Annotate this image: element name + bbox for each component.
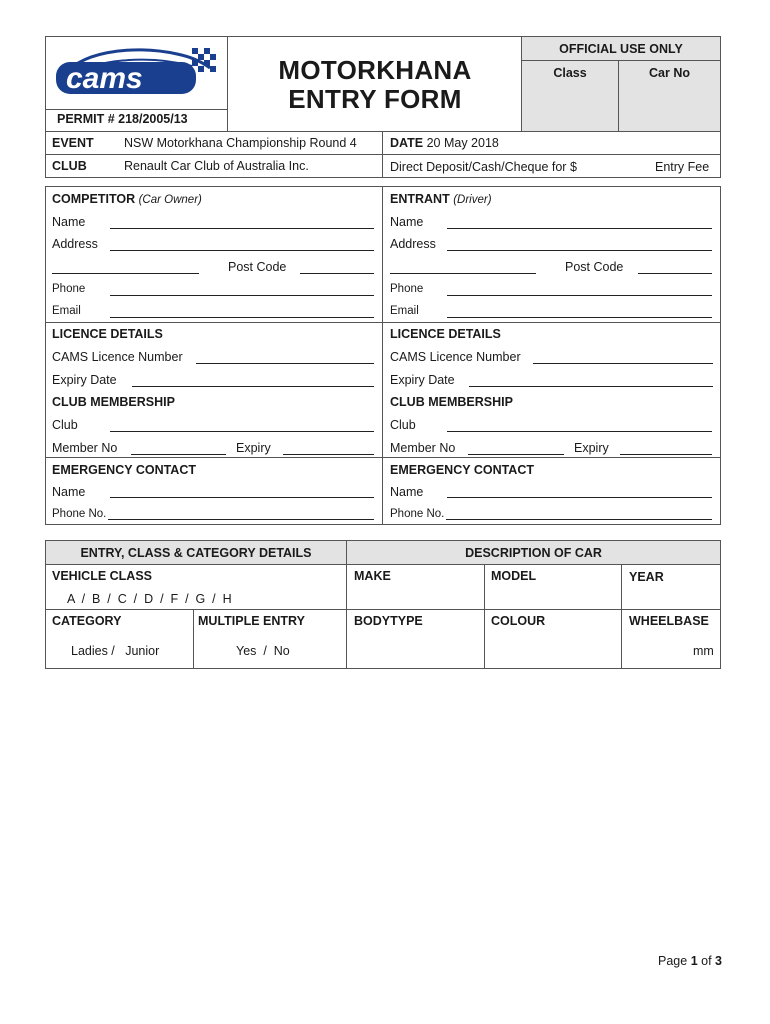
competitor-member-no-field[interactable]: [131, 454, 226, 455]
bodytype-label: BODYTYPE: [354, 614, 423, 628]
entrant-address-label: Address: [390, 237, 436, 251]
entrant-emergency-phone-label: Phone No.: [390, 508, 445, 520]
competitor-emergency-name-label: Name: [52, 485, 86, 499]
competitor-expiry-field[interactable]: [283, 454, 374, 455]
competitor-phone-field[interactable]: [110, 295, 374, 296]
entrant-expiry-field[interactable]: [620, 454, 712, 455]
wheelbase-label: WHEELBASE: [629, 614, 709, 628]
entrant-licence-number-field[interactable]: [533, 363, 713, 364]
make-label: MAKE: [354, 569, 391, 583]
entrant-emergency-heading: EMERGENCY CONTACT: [390, 463, 534, 477]
entrant-emergency-name-label: Name: [390, 485, 424, 499]
entrant-address-line2-field[interactable]: [390, 273, 536, 274]
competitor-emergency-phone-label: Phone No.: [52, 508, 107, 520]
entry-details-heading: ENTRY, CLASS & CATEGORY DETAILS: [80, 546, 312, 560]
competitor-club-heading: CLUB MEMBERSHIP: [52, 395, 175, 409]
competitor-name-label: Name: [52, 215, 86, 229]
competitor-name-field[interactable]: [110, 228, 374, 229]
entrant-heading: ENTRANT (Driver): [390, 192, 492, 206]
entrant-postcode-field[interactable]: [638, 273, 712, 274]
date-value: 20 May 2018: [426, 136, 499, 150]
competitor-postcode-field[interactable]: [300, 273, 374, 274]
cams-logo: [52, 40, 217, 102]
competitor-licence-heading: LICENCE DETAILS: [52, 327, 163, 341]
entrant-club-field[interactable]: [447, 431, 712, 432]
entry-fee-label: Entry Fee: [655, 160, 710, 174]
entrant-expiry-label: Expiry: [574, 441, 609, 455]
car-description-heading: DESCRIPTION OF CAR: [465, 546, 602, 560]
competitor-expiry-label: Expiry: [236, 441, 271, 455]
competitor-phone-label: Phone: [52, 283, 86, 295]
competitor-emergency-name-field[interactable]: [110, 497, 374, 498]
competitor-postcode-label: Post Code: [228, 260, 287, 274]
competitor-expiry-date-field[interactable]: [132, 386, 374, 387]
club-label: CLUB: [52, 159, 87, 173]
competitor-address-line2-field[interactable]: [52, 273, 199, 274]
competitor-address-field[interactable]: [110, 250, 374, 251]
car-no-label: Car No: [649, 66, 690, 80]
competitor-emergency-phone-field[interactable]: [108, 519, 374, 520]
class-label: Class: [553, 66, 587, 80]
permit-number: PERMIT # 218/2005/13: [57, 112, 188, 126]
competitor-emergency-heading: EMERGENCY CONTACT: [52, 463, 196, 477]
vehicle-class-label: VEHICLE CLASS: [52, 569, 153, 583]
competitor-email-field[interactable]: [110, 317, 374, 318]
entrant-club-heading: CLUB MEMBERSHIP: [390, 395, 513, 409]
entrant-member-no-field[interactable]: [468, 454, 564, 455]
entrant-email-field[interactable]: [447, 317, 712, 318]
competitor-club-label: Club: [52, 418, 78, 432]
entrant-licence-heading: LICENCE DETAILS: [390, 327, 501, 341]
model-label: MODEL: [491, 569, 537, 583]
form-title-line2: ENTRY FORM: [288, 84, 462, 114]
entrant-postcode-label: Post Code: [565, 260, 624, 274]
entrant-name-label: Name: [390, 215, 424, 229]
club-value: Renault Car Club of Australia Inc.: [124, 159, 309, 173]
entrant-licence-number-label: CAMS Licence Number: [390, 350, 521, 364]
logo-text: cams: [66, 62, 143, 95]
checkered-flag-icon: [192, 48, 216, 72]
entrant-member-no-label: Member No: [390, 441, 456, 455]
year-label: YEAR: [629, 570, 664, 584]
entrant-expiry-date-label: Expiry Date: [390, 373, 455, 387]
official-use-label: OFFICIAL USE ONLY: [559, 42, 683, 56]
entrant-email-label: Email: [390, 305, 419, 317]
form-title-line1: MOTORKHANA: [278, 55, 472, 85]
multiple-entry-options[interactable]: Yes / No: [236, 644, 290, 658]
competitor-licence-number-field[interactable]: [196, 363, 374, 364]
date-label: DATE: [390, 136, 424, 150]
competitor-licence-number-label: CAMS Licence Number: [52, 350, 183, 364]
entrant-phone-label: Phone: [390, 283, 424, 295]
competitor-address-label: Address: [52, 237, 98, 251]
category-options[interactable]: Ladies / Junior: [71, 644, 160, 658]
vehicle-class-options[interactable]: A / B / C / D / F / G / H: [67, 592, 232, 606]
multiple-entry-label: MULTIPLE ENTRY: [198, 614, 305, 628]
entrant-expiry-date-field[interactable]: [469, 386, 713, 387]
category-label: CATEGORY: [52, 614, 122, 628]
wheelbase-unit: mm: [693, 644, 714, 658]
entrant-address-field[interactable]: [447, 250, 712, 251]
deposit-text: Direct Deposit/Cash/Cheque for $: [390, 160, 577, 174]
page-indicator: Page 1 of 3: [658, 954, 722, 968]
entrant-name-field[interactable]: [447, 228, 712, 229]
form-title: [228, 56, 522, 114]
competitor-club-field[interactable]: [110, 431, 374, 432]
event-value: NSW Motorkhana Championship Round 4: [124, 136, 357, 150]
date-field: [390, 136, 499, 150]
competitor-email-label: Email: [52, 305, 81, 317]
competitor-member-no-label: Member No: [52, 441, 118, 455]
competitor-expiry-date-label: Expiry Date: [52, 373, 117, 387]
entrant-emergency-phone-field[interactable]: [446, 519, 712, 520]
entrant-phone-field[interactable]: [447, 295, 712, 296]
competitor-heading: COMPETITOR (Car Owner): [52, 192, 202, 206]
entrant-club-label: Club: [390, 418, 416, 432]
colour-label: COLOUR: [491, 614, 546, 628]
event-label: EVENT: [52, 136, 94, 150]
entrant-emergency-name-field[interactable]: [447, 497, 712, 498]
